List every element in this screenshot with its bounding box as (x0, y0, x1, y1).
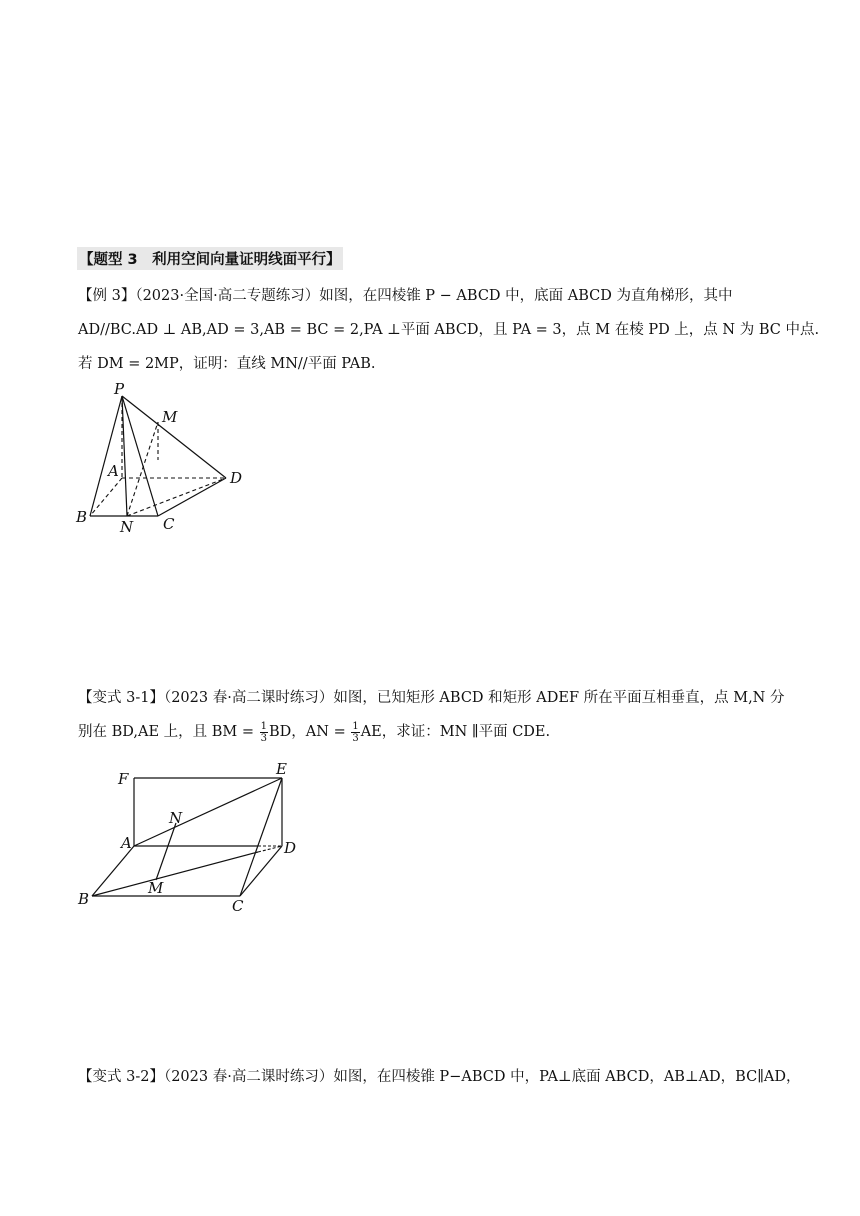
variant31-line2-c: AE，求证：MN ∥平面 CDE. (360, 724, 551, 740)
variant32-line1: 【变式 3-2】（2023 春·高二课时练习）如图，在四棱锥 P−ABCD 中，PA⊥底面 ABCD，AB⊥AD，BC∥AD， (78, 1069, 801, 1085)
pyramid-figure (70, 380, 260, 540)
label-F: F (118, 770, 129, 788)
frac1-numerator: 1 (260, 720, 268, 732)
variant31-line2 (78, 720, 550, 744)
label-N: N (120, 518, 134, 536)
label-B: B (76, 508, 88, 526)
fraction-one-third-a (260, 721, 268, 744)
section-heading: 【题型 3 利用空间向量证明线面平行】 (77, 247, 343, 270)
fraction-one-third-b (351, 721, 359, 744)
variant31-line1: 【变式 3-1】（2023 春·高二课时练习）如图，已知矩形 ABCD 和矩形 ADEF 所在平面互相垂直，点 M,N 分 (78, 690, 785, 706)
label-P: P (114, 380, 125, 398)
rectangles-figure (70, 760, 330, 920)
frac1-denominator: 3 (260, 732, 268, 744)
label-N2: N (169, 809, 183, 827)
label-C2: C (232, 897, 244, 915)
label-C: C (163, 515, 175, 533)
label-D: D (230, 469, 243, 487)
frac2-numerator: 1 (352, 720, 359, 732)
variant31-line2-a: 别在 BD,AE 上，且 BM = (78, 724, 255, 740)
frac2-denominator: 3 (352, 732, 359, 744)
example3-line3: 若 DM = 2MP，证明：直线 MN//平面 PAB. (78, 356, 376, 372)
label-B2: B (78, 890, 90, 908)
label-M: M (162, 408, 178, 426)
label-A: A (108, 462, 119, 480)
label-D2: D (284, 839, 297, 857)
example3-line2: AD//BC.AD ⊥ AB,AD = 3,AB = BC = 2,PA ⊥平面 ABCD，且 PA = 3，点 M 在棱 PD 上，点 N 为 BC 中点. (78, 322, 820, 338)
label-M2: M (148, 879, 164, 897)
example3-line1: 【例 3】（2023·全国·高二专题练习）如图，在四棱锥 P − ABCD 中，底面 ABCD 为直角梯形，其中 (78, 288, 733, 304)
label-A2: A (121, 834, 132, 852)
variant31-line2-b: BD，AN = (269, 724, 346, 740)
label-E: E (276, 760, 287, 778)
